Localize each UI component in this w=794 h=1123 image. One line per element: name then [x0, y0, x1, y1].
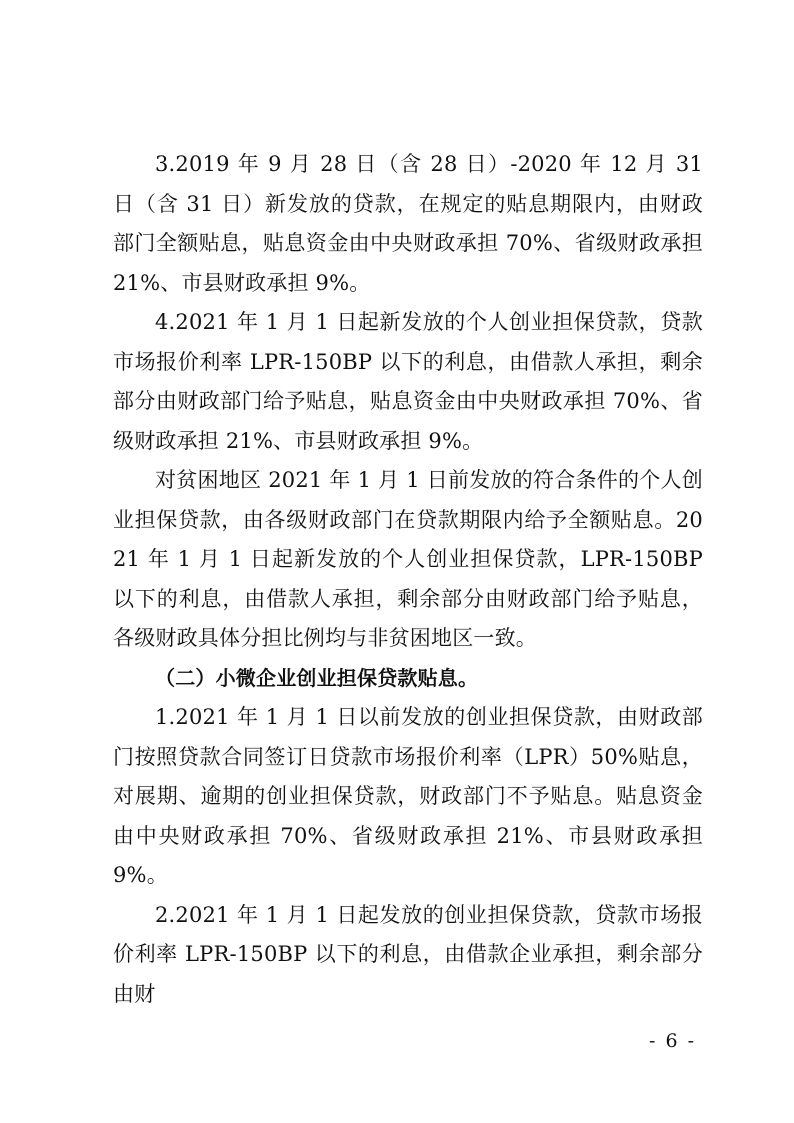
document-body [113, 145, 703, 1014]
section-heading: （二）小微企业创业担保贷款贴息。 [155, 665, 479, 690]
paragraph-item-1: 1.2021 年 1 月 1 日以前发放的创业担保贷款，由财政部门按照贷款合同签订日贷款市场报价利率（LPR）50%贴息，对展期、逾期的创业担保贷款，财政部门不予贴息。贴息资金由中央财政承担 70%、省级财政承担 21%、市县财政承担 9%。 [113, 705, 703, 887]
paragraph-poverty-areas: 对贫困地区 2021 年 1 月 1 日前发放的符合条件的个人创业担保贷款，由各级财政部门在贷款期限内给予全额贴息。2021 年 1 月 1 日起新发放的个人创业担保贷款，LPR-150BP 以下的利息，由借款人承担，剩余部分由财政部门给予贴息，各级财政具体分担比例均与非贫困地区一致。 [113, 468, 703, 650]
paragraph-item-2: 2.2021 年 1 月 1 日起发放的创业担保贷款，贷款市场报价利率 LPR-150BP 以下的利息，由借款企业承担，剩余部分由财 [113, 902, 703, 1006]
paragraph-item-3: 3.2019 年 9 月 28 日（含 28 日）-2020 年 12 月 31 日（含 31 日）新发放的贷款，在规定的贴息期限内，由财政部门全额贴息，贴息资金由中央财政承担 70%、省级财政承担 21%、市县财政承担 9%。 [113, 152, 703, 295]
page-number: - 6 - [648, 1030, 696, 1052]
paragraph-item-4: 4.2021 年 1 月 1 日起新发放的个人创业担保贷款，贷款市场报价利率 LPR-150BP 以下的利息，由借款人承担，剩余部分由财政部门给予贴息，贴息资金由中央财政承担 70%、省级财政承担 21%、市县财政承担 9%。 [113, 310, 703, 453]
